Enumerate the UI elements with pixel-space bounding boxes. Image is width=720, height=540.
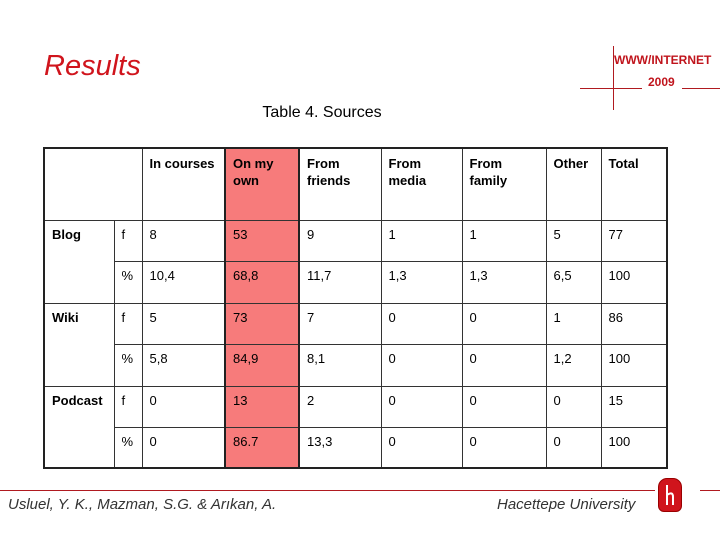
table-cell: 10,4 — [142, 261, 225, 303]
table-cell: 1 — [462, 220, 546, 261]
table-cell: 0 — [381, 344, 462, 386]
row-type: % — [114, 427, 142, 468]
row-group-label: Blog — [44, 220, 114, 303]
table-cell: 0 — [546, 386, 601, 427]
col-header: On my own — [225, 148, 299, 220]
col-header: In courses — [142, 148, 225, 220]
footer-rule-right — [700, 490, 720, 491]
col-header: Total — [601, 148, 667, 220]
table-cell: 0 — [462, 344, 546, 386]
table-cell: 0 — [546, 427, 601, 468]
table-cell: 1 — [546, 303, 601, 344]
table-cell: 0 — [142, 427, 225, 468]
header-rule-vertical — [613, 46, 614, 110]
table-cell: 68,8 — [225, 261, 299, 303]
table-cell: 77 — [601, 220, 667, 261]
table-cell: 8,1 — [299, 344, 381, 386]
footer-rule-left — [0, 490, 655, 491]
table-cell: 0 — [142, 386, 225, 427]
col-header: Other — [546, 148, 601, 220]
table-cell: 5,8 — [142, 344, 225, 386]
table-row — [44, 261, 667, 303]
row-type: f — [114, 220, 142, 261]
row-group-label: Podcast — [44, 386, 114, 468]
table-cell: 11,7 — [299, 261, 381, 303]
row-type: % — [114, 261, 142, 303]
header-row — [44, 148, 667, 220]
table-cell: 84,9 — [225, 344, 299, 386]
table-cell: 0 — [462, 386, 546, 427]
table-cell: 100 — [601, 261, 667, 303]
table-row — [44, 220, 667, 261]
table-cell: 1 — [381, 220, 462, 261]
table-cell: 7 — [299, 303, 381, 344]
university-logo-icon — [658, 478, 682, 512]
table-cell: 0 — [381, 386, 462, 427]
row-type: f — [114, 386, 142, 427]
table-row — [44, 386, 667, 427]
row-type: % — [114, 344, 142, 386]
header-rule-right — [682, 88, 720, 89]
col-header: From family — [462, 148, 546, 220]
table-cell: 100 — [601, 344, 667, 386]
table-cell: 1,3 — [381, 261, 462, 303]
table-cell: 15 — [601, 386, 667, 427]
table-cell: 86.7 — [225, 427, 299, 468]
table-row — [44, 303, 667, 344]
authors: Usluel, Y. K., Mazman, S.G. & Arıkan, A. — [8, 496, 277, 513]
table-cell: 0 — [462, 303, 546, 344]
col-header: From friends — [299, 148, 381, 220]
table-row — [44, 427, 667, 468]
slide-title: Results — [44, 50, 141, 82]
table-cell: 5 — [546, 220, 601, 261]
conference-name: WWW/INTERNET — [614, 53, 712, 67]
table-cell: 2 — [299, 386, 381, 427]
row-group-label: Wiki — [44, 303, 114, 386]
table-row — [44, 344, 667, 386]
table-cell: 100 — [601, 427, 667, 468]
conference-year: 2009 — [648, 75, 675, 89]
table-cell: 86 — [601, 303, 667, 344]
table-cell: 0 — [462, 427, 546, 468]
row-type: f — [114, 303, 142, 344]
corner-cell — [44, 148, 142, 220]
table-cell: 0 — [381, 303, 462, 344]
sources-table — [43, 147, 668, 469]
table-cell: 13,3 — [299, 427, 381, 468]
table-cell: 53 — [225, 220, 299, 261]
table-cell: 1,3 — [462, 261, 546, 303]
table-cell: 0 — [381, 427, 462, 468]
university-name: Hacettepe University — [497, 496, 636, 513]
table-cell: 9 — [299, 220, 381, 261]
table-cell: 5 — [142, 303, 225, 344]
table-cell: 6,5 — [546, 261, 601, 303]
header-rule-left — [580, 88, 642, 89]
table-caption: Table 4. Sources — [262, 104, 382, 121]
table-cell: 73 — [225, 303, 299, 344]
table-cell: 1,2 — [546, 344, 601, 386]
table-cell: 8 — [142, 220, 225, 261]
table-cell: 13 — [225, 386, 299, 427]
col-header: From media — [381, 148, 462, 220]
